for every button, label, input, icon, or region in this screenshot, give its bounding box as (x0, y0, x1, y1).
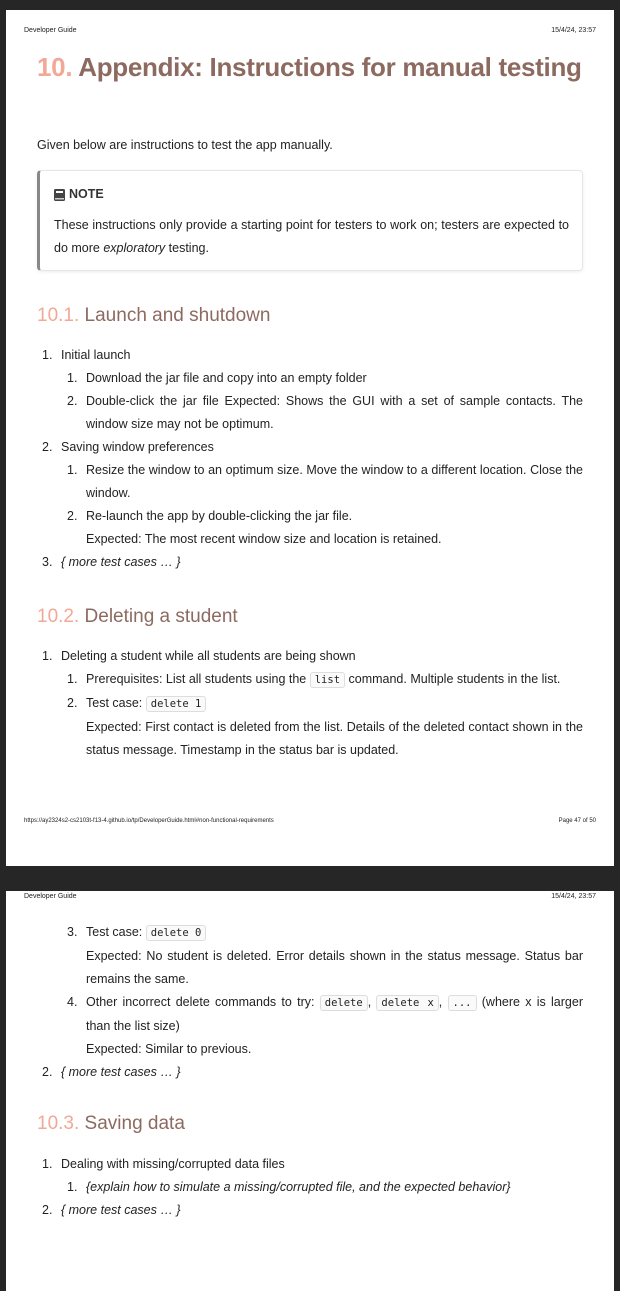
list-item: 3. { more test cases … } (42, 555, 181, 569)
list-item: 1. Download the jar file and copy into an empty folder (67, 371, 367, 385)
section-heading-launch: 10.1. Launch and shutdown (37, 305, 271, 326)
code-list: list (310, 672, 345, 688)
list-item: 2. Re-launch the app by double-clicking the jar file. Expected: The most recent window size and location is retained. (67, 509, 442, 546)
list-item: 1. Prerequisites: List all students using the list command. Multiple students in the list. (67, 672, 561, 686)
page-footer (24, 818, 596, 824)
pdf-page-47 (6, 10, 614, 866)
doc-title: Developer Guide (24, 27, 77, 34)
pdf-page-48 (6, 891, 614, 1291)
note-text: These instructions only provide a starting point for testers to work on; testers are expected to do more exploratory testing. (54, 218, 569, 255)
saving-list (37, 1153, 583, 1222)
note-box: NOTE These instructions only provide a starting point for testers to work on; testers are expected to do more exploratory testing. (37, 170, 583, 271)
intro-text: Given below are instructions to test the app manually. (37, 138, 333, 152)
section-heading-saving: 10.3. Saving data (37, 1113, 185, 1134)
code-delete-0: delete 0 (146, 925, 207, 941)
list-item: 1. {explain how to simulate a missing/corrupted file, and the expected behavior} (67, 1180, 511, 1194)
page-title: 10. Appendix: Instructions for manual testing (37, 52, 582, 82)
list-item: 1. Deleting a student while all students are being shown (42, 649, 356, 663)
list-item: 2. Double-click the jar file Expected: Shows the GUI with a set of sample contacts. The window size may not be optimum. (67, 394, 583, 431)
list-item: 2. { more test cases … } (42, 1203, 181, 1217)
list-item: 2. Test case: delete 1 Expected: First contact is deleted from the list. Details of the deleted contact shown in the status message. Timestamp in the status bar is updated. (67, 696, 583, 757)
page-number: Page 47 of 50 (558, 818, 596, 824)
code-delete-1: delete 1 (146, 696, 207, 712)
list-item: 4. Other incorrect delete commands to try: delete , delete x , ... (where x is larger than the list size) Expected: Similar to previous. (67, 995, 583, 1056)
list-item: 1. Initial launch (42, 348, 131, 362)
delete-list-cont (37, 921, 583, 1084)
page-url: https://ay2324s2-cs2103t-f13-4.github.io/tp/DeveloperGuide.html#non-functional-requirements (24, 818, 274, 824)
list-item: 1. Dealing with missing/corrupted data files (42, 1157, 285, 1171)
page-header: Developer Guide 15/4/24, 23:57 (24, 893, 596, 900)
print-datetime: 15/4/24, 23:57 (551, 27, 596, 34)
delete-list (37, 645, 583, 762)
list-item: 1. Resize the window to an optimum size. Move the window to a different location. Close the window. (67, 463, 583, 500)
list-item: 2. Saving window preferences (42, 440, 214, 454)
list-item: 3. Test case: delete 0 Expected: No student is deleted. Error details shown in the status message. Status bar remains the same. (67, 925, 583, 986)
launch-list (37, 344, 583, 574)
page-header (24, 27, 596, 34)
list-item: 2. { more test cases … } (42, 1065, 181, 1079)
book-icon (54, 189, 65, 201)
section-heading-delete: 10.2. Deleting a student (37, 606, 238, 627)
